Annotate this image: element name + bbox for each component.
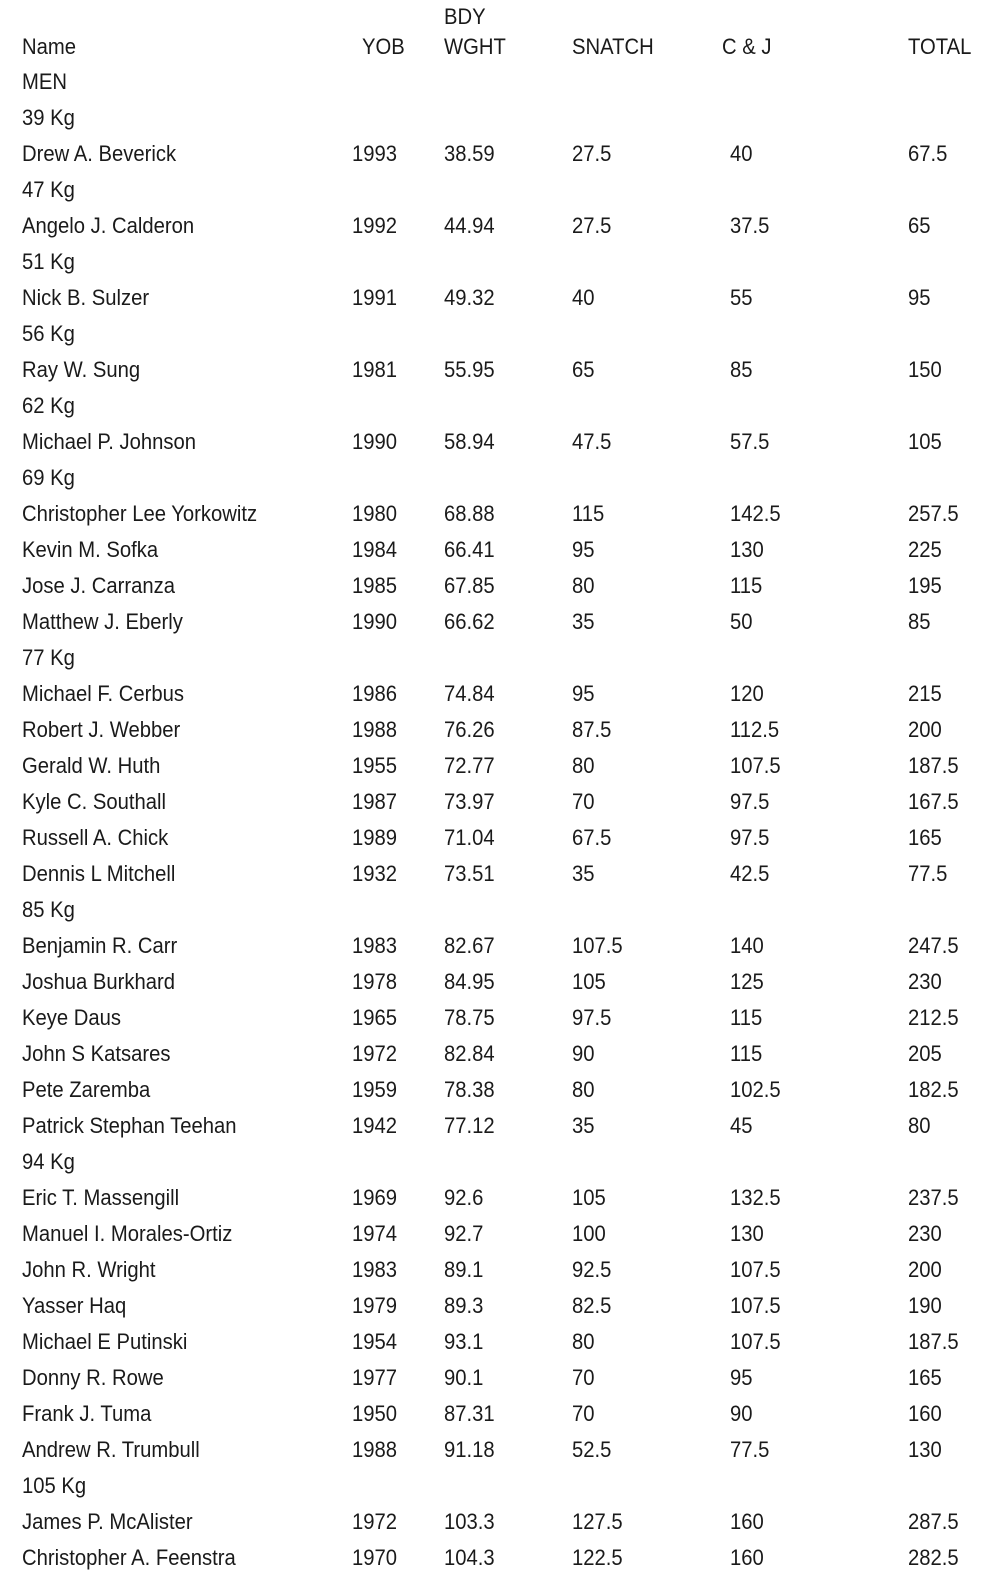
- year-of-birth: 1989: [352, 825, 398, 850]
- athlete-name: Jose J. Carranza: [22, 573, 175, 598]
- snatch-value: 90: [572, 1041, 595, 1066]
- table-row: [0, 136, 999, 172]
- athlete-name: Gerald W. Huth: [22, 753, 161, 778]
- snatch-value: 47.5: [572, 429, 612, 454]
- snatch-value: 95: [572, 537, 595, 562]
- weight-class-label: 69 Kg: [22, 465, 75, 490]
- athlete-name: Kevin M. Sofka: [22, 537, 159, 562]
- table-row: [0, 1288, 999, 1324]
- clean-and-jerk-value: 160: [730, 1509, 764, 1534]
- weight-class-heading: [0, 100, 999, 136]
- table-row: [0, 604, 999, 640]
- athlete-name: Eric T. Massengill: [22, 1185, 180, 1210]
- athlete-name: Matthew J. Eberly: [22, 609, 183, 634]
- year-of-birth: 1942: [352, 1113, 398, 1138]
- total-value: 200: [908, 717, 942, 742]
- header-name: Name: [22, 34, 76, 59]
- athlete-name: John R. Wright: [22, 1257, 156, 1282]
- athlete-name: Michael F. Cerbus: [22, 681, 184, 706]
- athlete-name: Christopher A. Feenstra: [22, 1545, 236, 1570]
- table-row: [0, 532, 999, 568]
- body-weight: 58.94: [444, 429, 495, 454]
- snatch-value: 65: [572, 357, 595, 382]
- year-of-birth: 1980: [352, 501, 398, 526]
- body-weight: 76.26: [444, 717, 495, 742]
- year-of-birth: 1986: [352, 681, 398, 706]
- table-row: [0, 1540, 999, 1576]
- year-of-birth: 1950: [352, 1401, 398, 1426]
- snatch-value: 35: [572, 861, 595, 886]
- year-of-birth: 1972: [352, 1041, 398, 1066]
- year-of-birth: 1990: [352, 609, 398, 634]
- clean-and-jerk-value: 57.5: [730, 429, 770, 454]
- weight-class-heading: [0, 1468, 999, 1504]
- snatch-value: 107.5: [572, 933, 623, 958]
- weight-class-label: 39 Kg: [22, 105, 75, 130]
- total-value: 80: [908, 1113, 931, 1138]
- body-weight: 103.3: [444, 1509, 495, 1534]
- header-snatch: SNATCH: [572, 34, 654, 59]
- body-weight: 67.85: [444, 573, 495, 598]
- year-of-birth: 1991: [352, 285, 398, 310]
- table-row: [0, 1396, 999, 1432]
- clean-and-jerk-value: 40: [730, 141, 753, 166]
- body-weight: 44.94: [444, 213, 495, 238]
- header-cj: C & J: [722, 34, 772, 59]
- body-weight: 89.3: [444, 1293, 484, 1318]
- year-of-birth: 1981: [352, 357, 398, 382]
- snatch-value: 70: [572, 1365, 595, 1390]
- athlete-name: Keye Daus: [22, 1005, 122, 1030]
- body-weight: 78.75: [444, 1005, 495, 1030]
- table-row: [0, 964, 999, 1000]
- clean-and-jerk-value: 37.5: [730, 213, 770, 238]
- table-row: [0, 1360, 999, 1396]
- total-value: 230: [908, 969, 942, 994]
- snatch-value: 87.5: [572, 717, 612, 742]
- year-of-birth: 1965: [352, 1005, 398, 1030]
- body-weight: 84.95: [444, 969, 495, 994]
- year-of-birth: 1974: [352, 1221, 398, 1246]
- year-of-birth: 1954: [352, 1329, 398, 1354]
- total-value: 182.5: [908, 1077, 959, 1102]
- snatch-value: 27.5: [572, 213, 612, 238]
- total-value: 77.5: [908, 861, 948, 886]
- athlete-name: Angelo J. Calderon: [22, 213, 195, 238]
- clean-and-jerk-value: 130: [730, 1221, 764, 1246]
- body-weight: 93.1: [444, 1329, 484, 1354]
- total-value: 187.5: [908, 753, 959, 778]
- table-row: [0, 1072, 999, 1108]
- snatch-value: 80: [572, 753, 595, 778]
- weight-class-heading: [0, 640, 999, 676]
- total-value: 200: [908, 1257, 942, 1282]
- athlete-name: Pete Zaremba: [22, 1077, 151, 1102]
- table-row: [0, 676, 999, 712]
- weight-class-heading: [0, 892, 999, 928]
- total-value: 247.5: [908, 933, 959, 958]
- body-weight: 92.6: [444, 1185, 484, 1210]
- body-weight: 77.12: [444, 1113, 495, 1138]
- year-of-birth: 1979: [352, 1293, 398, 1318]
- body-weight: 90.1: [444, 1365, 484, 1390]
- table-row: [0, 1216, 999, 1252]
- athlete-name: Drew A. Beverick: [22, 141, 177, 166]
- snatch-value: 35: [572, 1113, 595, 1138]
- year-of-birth: 1978: [352, 969, 398, 994]
- body-weight: 73.97: [444, 789, 495, 814]
- total-value: 165: [908, 825, 942, 850]
- table-row: [0, 1108, 999, 1144]
- table-row: [0, 208, 999, 244]
- year-of-birth: 1983: [352, 933, 398, 958]
- table-row: [0, 1036, 999, 1072]
- header-total: TOTAL: [908, 34, 972, 59]
- snatch-value: 70: [572, 789, 595, 814]
- year-of-birth: 1972: [352, 1509, 398, 1534]
- snatch-value: 127.5: [572, 1509, 623, 1534]
- total-value: 195: [908, 573, 942, 598]
- snatch-value: 105: [572, 1185, 606, 1210]
- weight-class-label: 105 Kg: [22, 1473, 87, 1498]
- clean-and-jerk-value: 102.5: [730, 1077, 781, 1102]
- total-value: 85: [908, 609, 931, 634]
- body-weight: 104.3: [444, 1545, 495, 1570]
- weight-class-label: 56 Kg: [22, 321, 75, 346]
- clean-and-jerk-value: 125: [730, 969, 764, 994]
- year-of-birth: 1992: [352, 213, 398, 238]
- year-of-birth: 1969: [352, 1185, 398, 1210]
- weight-class-label: 94 Kg: [22, 1149, 75, 1174]
- year-of-birth: 1983: [352, 1257, 398, 1282]
- clean-and-jerk-value: 107.5: [730, 753, 781, 778]
- total-value: 237.5: [908, 1185, 959, 1210]
- snatch-value: 115: [572, 501, 605, 526]
- body-weight: 89.1: [444, 1257, 484, 1282]
- section-heading: [0, 64, 999, 100]
- athlete-name: Yasser Haq: [22, 1293, 127, 1318]
- table-row: [0, 424, 999, 460]
- total-value: 225: [908, 537, 942, 562]
- snatch-value: 67.5: [572, 825, 612, 850]
- clean-and-jerk-value: 115: [730, 1041, 763, 1066]
- snatch-value: 82.5: [572, 1293, 612, 1318]
- body-weight: 91.18: [444, 1437, 495, 1462]
- total-value: 130: [908, 1437, 942, 1462]
- body-weight: 73.51: [444, 861, 495, 886]
- header-bdy: BDY: [444, 4, 486, 29]
- body-weight: 66.41: [444, 537, 495, 562]
- athlete-name: Nick B. Sulzer: [22, 285, 150, 310]
- snatch-value: 97.5: [572, 1005, 612, 1030]
- table-row: [0, 820, 999, 856]
- athlete-name: Robert J. Webber: [22, 717, 181, 742]
- athlete-name: Russell A. Chick: [22, 825, 169, 850]
- clean-and-jerk-value: 107.5: [730, 1293, 781, 1318]
- athlete-name: Patrick Stephan Teehan: [22, 1113, 237, 1138]
- year-of-birth: 1990: [352, 429, 398, 454]
- athlete-name: Donny R. Rowe: [22, 1365, 164, 1390]
- athlete-name: Ray W. Sung: [22, 357, 141, 382]
- table-row: [0, 748, 999, 784]
- snatch-value: 80: [572, 1077, 595, 1102]
- total-value: 95: [908, 285, 931, 310]
- body-weight: 78.38: [444, 1077, 495, 1102]
- table-row: [0, 352, 999, 388]
- athlete-name: Joshua Burkhard: [22, 969, 176, 994]
- total-value: 205: [908, 1041, 942, 1066]
- snatch-value: 105: [572, 969, 606, 994]
- total-value: 190: [908, 1293, 942, 1318]
- clean-and-jerk-value: 107.5: [730, 1257, 781, 1282]
- table-row: [0, 928, 999, 964]
- header-yob: YOB: [362, 34, 405, 59]
- body-weight: 68.88: [444, 501, 495, 526]
- body-weight: 74.84: [444, 681, 495, 706]
- year-of-birth: 1988: [352, 717, 398, 742]
- snatch-value: 100: [572, 1221, 606, 1246]
- total-value: 187.5: [908, 1329, 959, 1354]
- total-value: 160: [908, 1401, 942, 1426]
- snatch-value: 122.5: [572, 1545, 623, 1570]
- total-value: 212.5: [908, 1005, 959, 1030]
- weight-class-heading: [0, 388, 999, 424]
- snatch-value: 52.5: [572, 1437, 612, 1462]
- year-of-birth: 1993: [352, 141, 398, 166]
- table-row: [0, 1000, 999, 1036]
- table-row: [0, 712, 999, 748]
- total-value: 282.5: [908, 1545, 959, 1570]
- athlete-name: Manuel I. Morales-Ortiz: [22, 1221, 233, 1246]
- total-value: 65: [908, 213, 931, 238]
- year-of-birth: 1977: [352, 1365, 398, 1390]
- weight-class-label: 85 Kg: [22, 897, 75, 922]
- clean-and-jerk-value: 160: [730, 1545, 764, 1570]
- table-row: [0, 856, 999, 892]
- table-row: [0, 784, 999, 820]
- athlete-name: John S Katsares: [22, 1041, 171, 1066]
- body-weight: 66.62: [444, 609, 495, 634]
- year-of-birth: 1987: [352, 789, 398, 814]
- clean-and-jerk-value: 97.5: [730, 825, 770, 850]
- clean-and-jerk-value: 45: [730, 1113, 753, 1138]
- snatch-value: 27.5: [572, 141, 612, 166]
- athlete-name: Andrew R. Trumbull: [22, 1437, 200, 1462]
- table-row: [0, 1432, 999, 1468]
- table-row: [0, 1252, 999, 1288]
- athlete-name: James P. McAlister: [22, 1509, 193, 1534]
- table-row: [0, 1324, 999, 1360]
- body-weight: 82.67: [444, 933, 495, 958]
- year-of-birth: 1932: [352, 861, 398, 886]
- total-value: 215: [908, 681, 942, 706]
- table-row: [0, 280, 999, 316]
- body-weight: 55.95: [444, 357, 495, 382]
- athlete-name: Frank J. Tuma: [22, 1401, 152, 1426]
- weight-class-heading: [0, 1144, 999, 1180]
- clean-and-jerk-value: 90: [730, 1401, 753, 1426]
- body-weight: 72.77: [444, 753, 495, 778]
- snatch-value: 95: [572, 681, 595, 706]
- weight-class-label: 47 Kg: [22, 177, 75, 202]
- clean-and-jerk-value: 85: [730, 357, 753, 382]
- snatch-value: 80: [572, 1329, 595, 1354]
- year-of-birth: 1985: [352, 573, 398, 598]
- weight-class-heading: [0, 172, 999, 208]
- clean-and-jerk-value: 130: [730, 537, 764, 562]
- table-row: [0, 496, 999, 532]
- body-weight: 92.7: [444, 1221, 484, 1246]
- clean-and-jerk-value: 107.5: [730, 1329, 781, 1354]
- clean-and-jerk-value: 77.5: [730, 1437, 770, 1462]
- body-weight: 71.04: [444, 825, 495, 850]
- total-value: 165: [908, 1365, 942, 1390]
- year-of-birth: 1984: [352, 537, 398, 562]
- total-value: 230: [908, 1221, 942, 1246]
- weight-class-label: 62 Kg: [22, 393, 75, 418]
- weight-class-label: 51 Kg: [22, 249, 75, 274]
- table-row: [0, 1504, 999, 1540]
- snatch-value: 92.5: [572, 1257, 612, 1282]
- clean-and-jerk-value: 120: [730, 681, 764, 706]
- total-value: 150: [908, 357, 942, 382]
- athlete-name: Dennis L Mitchell: [22, 861, 176, 886]
- clean-and-jerk-value: 140: [730, 933, 764, 958]
- clean-and-jerk-value: 112.5: [730, 717, 780, 742]
- athlete-name: Michael P. Johnson: [22, 429, 197, 454]
- total-value: 257.5: [908, 501, 959, 526]
- total-value: 67.5: [908, 141, 948, 166]
- year-of-birth: 1959: [352, 1077, 398, 1102]
- clean-and-jerk-value: 55: [730, 285, 753, 310]
- clean-and-jerk-value: 95: [730, 1365, 753, 1390]
- header-wght: WGHT: [444, 34, 506, 59]
- weight-class-label: 77 Kg: [22, 645, 75, 670]
- weight-class-heading: [0, 460, 999, 496]
- athlete-name: Christopher Lee Yorkowitz: [22, 501, 258, 526]
- table-row: [0, 1180, 999, 1216]
- body-weight: 38.59: [444, 141, 495, 166]
- year-of-birth: 1970: [352, 1545, 398, 1570]
- snatch-value: 80: [572, 573, 595, 598]
- total-value: 287.5: [908, 1509, 959, 1534]
- snatch-value: 40: [572, 285, 595, 310]
- clean-and-jerk-value: 42.5: [730, 861, 770, 886]
- section-label: MEN: [22, 69, 67, 94]
- snatch-value: 35: [572, 609, 595, 634]
- athlete-name: Benjamin R. Carr: [22, 933, 178, 958]
- total-value: 105: [908, 429, 942, 454]
- clean-and-jerk-value: 142.5: [730, 501, 781, 526]
- body-weight: 87.31: [444, 1401, 495, 1426]
- year-of-birth: 1988: [352, 1437, 398, 1462]
- athlete-name: Kyle C. Southall: [22, 789, 167, 814]
- athlete-name: Michael E Putinski: [22, 1329, 188, 1354]
- total-value: 167.5: [908, 789, 959, 814]
- snatch-value: 70: [572, 1401, 595, 1426]
- table-row: [0, 568, 999, 604]
- body-weight: 82.84: [444, 1041, 495, 1066]
- body-weight: 49.32: [444, 285, 495, 310]
- year-of-birth: 1955: [352, 753, 398, 778]
- weight-class-heading: [0, 244, 999, 280]
- clean-and-jerk-value: 115: [730, 1005, 763, 1030]
- weight-class-heading: [0, 316, 999, 352]
- clean-and-jerk-value: 97.5: [730, 789, 770, 814]
- clean-and-jerk-value: 50: [730, 609, 753, 634]
- clean-and-jerk-value: 132.5: [730, 1185, 781, 1210]
- clean-and-jerk-value: 115: [730, 573, 763, 598]
